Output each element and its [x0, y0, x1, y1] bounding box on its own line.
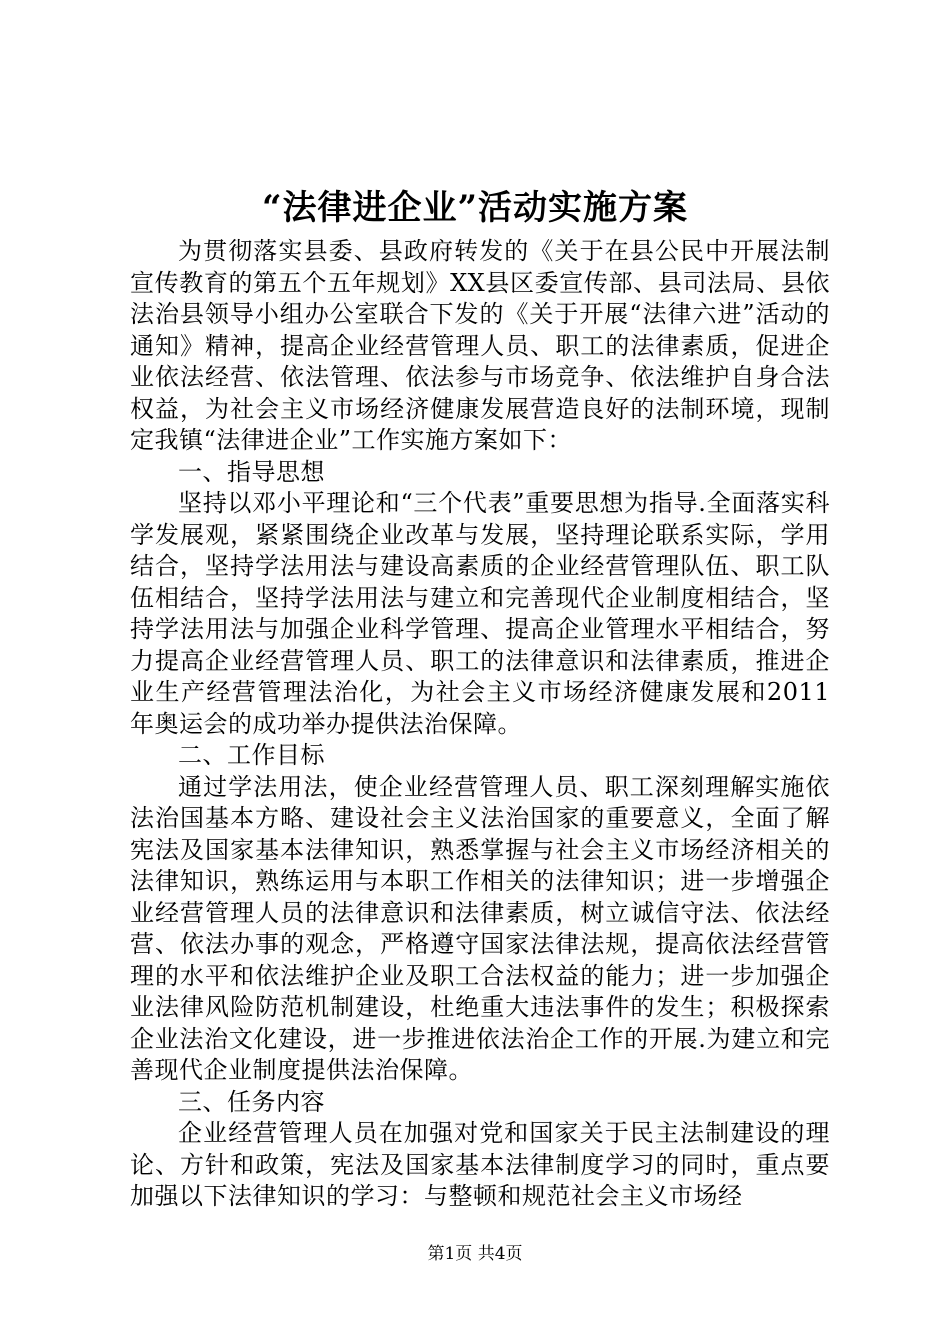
section-body-guiding-ideology: 坚持以邓小平理论和“三个代表”重要思想为指导.全面落实科学发展观，紧紧围绕企业改革与发展，坚持理论联系实际，学用结合，坚持学法用法与建设高素质的企业经营管理队伍、职工队伍相结合，坚持学法用法与建立和完善现代企业制度相结合，坚持学法用法与加强企业科学管理、提高企业管理水平相结合，努力提高企业经营管理人员、职工的法律意识和法律素质，推进企业生产经营管理法治化，为社会主义市场经济健康发展和2011年奥运会的成功举办提供法治保障。: [130, 489, 830, 738]
section-heading-task-content: 三、任务内容: [178, 1087, 325, 1116]
section-body-work-goals: 通过学法用法，使企业经营管理人员、职工深刻理解实施依法治国基本方略、建设社会主义法治国家的重要意义，全面了解宪法及国家基本法律知识，熟悉掌握与社会主义市场经济相关的法律知识，熟练运用与本职工作相关的法律知识；进一步增强企业经营管理人员的法律意识和法律素质，树立诚信守法、依法经营、依法办事的观念，严格遵守国家法律法规，提高依法经营管理的水平和依法维护企业及职工合法权益的能力；进一步加强企业法律风险防范机制建设，杜绝重大违法事件的发生；积极探索企业法治文化建设，进一步推进依法治企工作的开展.为建立和完善现代企业制度提供法治保障。: [130, 772, 830, 1084]
intro-paragraph: 为贯彻落实县委、县政府转发的《关于在县公民中开展法制宣传教育的第五个五年规划》XX县区委宣传部、县司法局、县依法治县领导小组办公室联合下发的《关于开展“法律六进”活动的通知》精神，提高企业经营管理人员、职工的法律素质，促进企业依法经营、依法管理、依法参与市场竞争、依法维护自身合法权益，为社会主义市场经济健康发展营造良好的法制环境，现制定我镇“法律进企业”工作实施方案如下：: [130, 237, 830, 454]
page-number-footer: 第1页 共4页: [427, 1244, 523, 1264]
document-body: [130, 236, 830, 1213]
document-title: “法律进企业”活动实施方案: [261, 188, 689, 228]
section-heading-work-goals: 二、工作目标: [178, 741, 325, 769]
section-heading-guiding-ideology: 一、指导思想: [178, 457, 325, 486]
section-body-task-content: 企业经营管理人员在加强对党和国家关于民主法制建设的理论、方针和政策，宪法及国家基本法律制度学习的同时，重点要加强以下法律知识的学习：与整顿和规范社会主义市场经: [130, 1119, 830, 1210]
